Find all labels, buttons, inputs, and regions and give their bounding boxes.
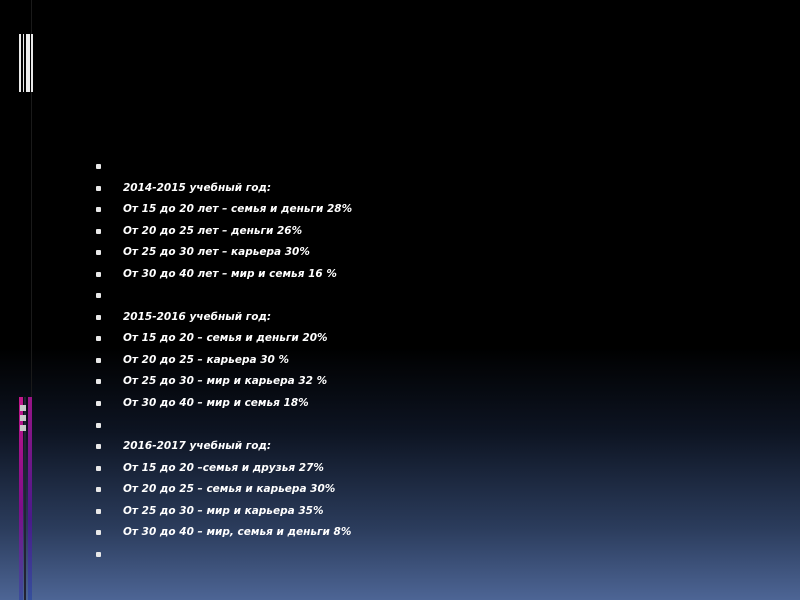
list-item-text: От 15 до 20 лет – семья и деньги 28% (123, 203, 353, 216)
bullet-icon (96, 315, 101, 320)
list-item (96, 436, 616, 458)
list-item-text: От 25 до 30 – мир и карьера 35% (123, 504, 324, 517)
list-item-text: От 25 до 30 – мир и карьера 32 % (123, 375, 328, 388)
ornament-bar (26, 34, 30, 92)
list-item (96, 371, 616, 393)
list-item-text: От 15 до 20 –семья и друзья 27% (123, 461, 324, 474)
list-item (96, 285, 616, 307)
list-item-text: От 30 до 40 лет – мир и семья 16 % (123, 267, 337, 280)
list-item (96, 242, 616, 264)
list-item-text: От 30 до 40 – мир и семья 18% (123, 397, 309, 410)
list-item (96, 544, 616, 566)
bullet-icon (96, 186, 101, 191)
section-heading: 2015-2016 учебный год: (123, 310, 272, 323)
list-item (96, 501, 616, 523)
bullet-icon (96, 552, 101, 557)
bullet-icon (96, 272, 101, 277)
list-item-text: От 20 до 25 – семья и карьера 30% (123, 483, 336, 496)
list-item (96, 264, 616, 286)
bullet-icon (96, 487, 101, 492)
bullet-list (96, 156, 616, 565)
bullet-icon (96, 250, 101, 255)
bullet-icon (96, 423, 101, 428)
list-item (96, 221, 616, 243)
bullet-icon (96, 530, 101, 535)
bullet-icon (96, 336, 101, 341)
ornament-stripe (28, 397, 32, 600)
list-item (96, 178, 616, 200)
decorative-bars-top (19, 34, 33, 92)
list-item (96, 479, 616, 501)
list-item-text: От 20 до 25 лет – деньги 26% (123, 224, 303, 237)
list-item-text: От 15 до 20 – семья и деньги 20% (123, 332, 328, 345)
section-heading: 2016-2017 учебный год: (123, 440, 272, 453)
list-item (96, 307, 616, 329)
ornament-square (20, 425, 26, 431)
list-item (96, 522, 616, 544)
ornament-square (20, 405, 26, 411)
ornament-bar (23, 34, 24, 92)
bullet-icon (96, 164, 101, 169)
list-item (96, 350, 616, 372)
list-item (96, 156, 616, 178)
bullet-icon (96, 229, 101, 234)
ornament-square (20, 415, 26, 421)
list-item (96, 199, 616, 221)
bullet-icon (96, 444, 101, 449)
ornament-bar (31, 34, 33, 92)
list-item (96, 393, 616, 415)
bullet-icon (96, 466, 101, 471)
bullet-icon (96, 293, 101, 298)
list-item (96, 458, 616, 480)
bullet-icon (96, 509, 101, 514)
list-item (96, 328, 616, 350)
ornament-bar (19, 34, 21, 92)
list-item (96, 415, 616, 437)
list-item-text: От 25 до 30 лет – карьера 30% (123, 246, 310, 259)
section-heading: 2014-2015 учебный год: (123, 181, 272, 194)
decorative-stripes-bottom (19, 397, 33, 600)
list-item-text: От 30 до 40 – мир, семья и деньги 8% (123, 526, 352, 539)
bullet-icon (96, 207, 101, 212)
list-item-text: От 20 до 25 – карьера 30 % (123, 353, 289, 366)
bullet-icon (96, 379, 101, 384)
bullet-icon (96, 358, 101, 363)
bullet-icon (96, 401, 101, 406)
